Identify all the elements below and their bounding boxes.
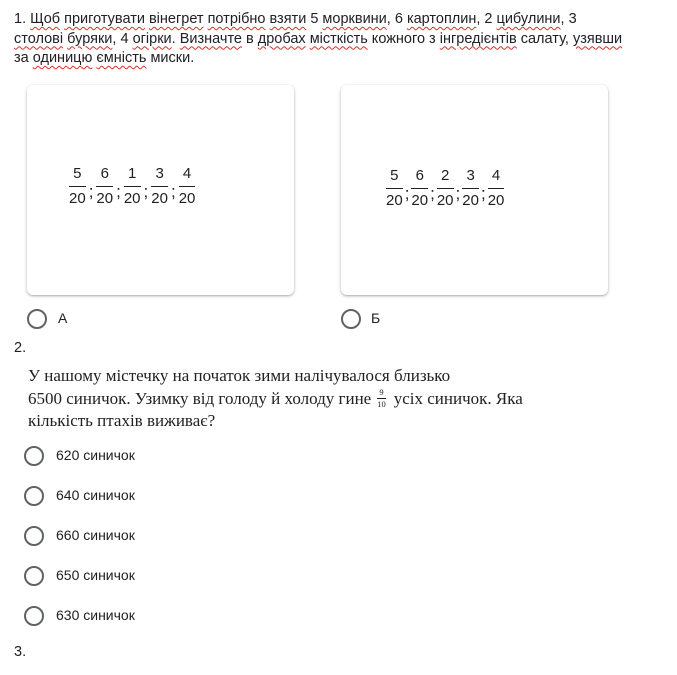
option-640-radio[interactable]	[24, 486, 44, 506]
q1-text-part: Щоб	[30, 11, 61, 27]
fraction-bar	[96, 186, 113, 187]
numerator: 4	[491, 167, 501, 184]
option-b-radio[interactable]	[341, 309, 361, 329]
q1-text-part: приготувати	[64, 11, 145, 27]
separator: ;	[404, 183, 410, 203]
separator: ;	[480, 183, 486, 203]
q1-text-part: дробах	[257, 30, 306, 47]
q1-text-part: .	[171, 30, 180, 47]
numerator: 3	[155, 165, 164, 182]
question-2-text	[28, 365, 613, 433]
q1-text-part: 5	[306, 11, 323, 27]
option-a-label[interactable]: А	[58, 310, 68, 326]
denominator: 20	[96, 190, 114, 207]
option-b-label[interactable]: Б	[371, 310, 381, 326]
denominator: 10	[377, 399, 386, 410]
separator: ;	[455, 183, 461, 203]
q1-text-part: за	[14, 50, 33, 66]
numerator: 9	[379, 387, 384, 398]
denominator: 20	[487, 192, 505, 209]
denominator: 20	[123, 190, 141, 207]
numerator: 6	[100, 165, 109, 182]
q2-text-part: усіх синичок. Яка	[393, 388, 523, 408]
option-660-radio[interactable]	[24, 526, 44, 546]
q1-text-part: інгредієнтів	[439, 30, 517, 47]
q1-text-part: буряки	[67, 30, 113, 47]
fraction	[179, 165, 196, 208]
denominator: 20	[151, 190, 168, 207]
denominator: 20	[462, 192, 479, 209]
denominator: 20	[69, 190, 86, 207]
option-650-radio[interactable]	[24, 566, 44, 586]
numerator: 4	[182, 165, 192, 182]
denominator: 20	[178, 190, 196, 207]
q1-text-part: цибулини	[496, 11, 561, 27]
fraction	[411, 167, 428, 210]
fraction	[437, 167, 454, 210]
denominator: 20	[411, 192, 429, 209]
option-620-label[interactable]: 620 синичок	[56, 447, 135, 463]
fraction	[462, 167, 479, 210]
fraction	[69, 165, 86, 208]
q1-text-part: в	[242, 30, 258, 47]
fraction-bar	[462, 188, 479, 189]
question-3-number: 3.	[14, 644, 27, 660]
option-620-radio[interactable]	[24, 446, 44, 466]
q1-text-part: картоплин	[406, 11, 477, 27]
q1-text-part: миски.	[146, 50, 195, 66]
denominator: 20	[386, 192, 403, 209]
q1-text-part: узявши	[572, 30, 623, 47]
option-650-label[interactable]: 650 синичок	[56, 567, 135, 583]
fraction	[386, 167, 403, 210]
separator: ;	[88, 181, 94, 201]
fractions-row-a	[69, 165, 195, 208]
option-b-image-card	[341, 85, 608, 295]
q1-text-part: місткість	[309, 30, 368, 47]
numerator: 2	[441, 167, 450, 184]
q1-text-part: взяти	[269, 11, 307, 27]
option-640-label[interactable]: 640 синичок	[56, 487, 135, 503]
fraction-bar	[179, 186, 196, 187]
q1-text-part: Визначте	[179, 30, 242, 47]
fraction-bar	[151, 186, 168, 187]
fraction	[124, 165, 141, 208]
option-660-label[interactable]: 660 синичок	[56, 527, 135, 543]
numerator: 5	[390, 167, 399, 184]
fraction-bar	[488, 188, 505, 189]
q1-text-part: , 2	[476, 11, 497, 27]
fraction-bar	[411, 188, 428, 189]
fraction-bar	[386, 188, 403, 189]
fraction	[377, 388, 386, 409]
q2-line: У нашому містечку на початок зими налічувалося близько	[28, 366, 451, 385]
q1-text-part: морквини	[322, 11, 387, 27]
q1-text-part: , 4	[112, 30, 133, 47]
q1-text-part: , 6	[386, 11, 407, 27]
option-630-radio[interactable]	[24, 606, 44, 626]
separator: ;	[116, 181, 121, 201]
q1-text-part: салату,	[516, 30, 573, 47]
q1-text-part: потрібно	[207, 11, 266, 27]
q1-text-part: огірки	[132, 30, 172, 47]
question-1-text	[14, 10, 624, 69]
fraction-bar	[69, 186, 86, 187]
fraction	[96, 165, 113, 208]
fraction-bar	[437, 188, 454, 189]
separator: ;	[143, 181, 149, 201]
q1-text-part: вінегрет	[148, 11, 204, 27]
option-a-radio[interactable]	[27, 309, 47, 329]
q1-text-part: столові	[14, 30, 64, 47]
q1-text-part: кожного з	[367, 30, 440, 47]
separator: ;	[430, 183, 435, 203]
q2-line	[28, 388, 613, 411]
numerator: 5	[73, 165, 82, 182]
q1-text-part: , 3	[560, 11, 577, 27]
separator: ;	[170, 181, 176, 201]
q1-text-part: одиницю	[32, 50, 93, 66]
fraction-bar	[124, 186, 141, 187]
q1-text-part: ємність	[96, 50, 147, 66]
q1-text-part: 1.	[14, 11, 31, 27]
q2-line: кількість птахів виживає?	[28, 411, 216, 431]
option-630-label[interactable]: 630 синичок	[56, 607, 135, 623]
denominator: 20	[436, 192, 454, 209]
question-2-number: 2.	[14, 340, 27, 356]
fractions-row-b	[386, 167, 504, 210]
fraction	[151, 165, 168, 208]
fraction	[488, 167, 505, 210]
q2-text-part: 6500 синичок. Узимку від голоду й холоду гине	[28, 388, 372, 408]
numerator: 6	[415, 167, 424, 184]
numerator: 3	[466, 167, 475, 184]
numerator: 1	[128, 165, 137, 182]
option-a-image-card	[27, 85, 294, 295]
